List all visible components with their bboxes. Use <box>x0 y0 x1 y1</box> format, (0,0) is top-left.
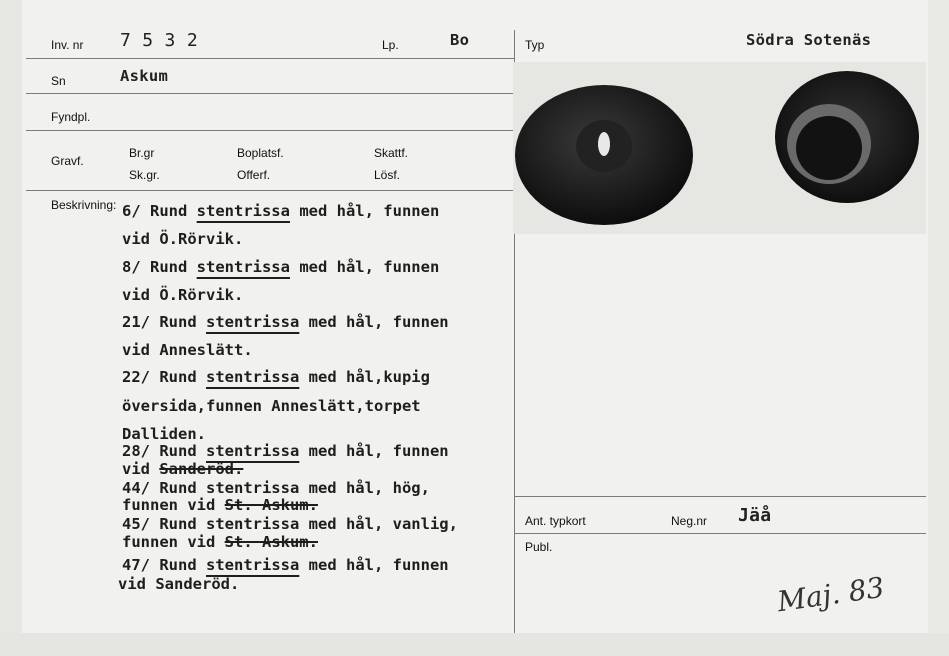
description-text: 47/ Rund <box>122 556 206 574</box>
rule-line <box>514 496 926 497</box>
description-line <box>122 341 253 359</box>
underlined-term: stentrissa <box>206 442 300 460</box>
description-text: vid Ö.Rörvik. <box>122 230 244 248</box>
description-line <box>122 442 449 460</box>
label-sn: Sn <box>51 74 66 88</box>
description-text: funnen vid <box>122 496 225 514</box>
underlined-term: stentrissa <box>196 202 290 220</box>
label-inv-nr: Inv. nr <box>51 38 84 52</box>
description-line <box>122 479 430 497</box>
label-publ: Publ. <box>525 540 553 554</box>
label-skattf: Skattf. <box>374 146 409 160</box>
description-text: vid <box>122 460 160 478</box>
description-text: med hål,kupig <box>299 368 430 386</box>
description-line <box>122 313 449 331</box>
handwritten-date: Maj. 83 <box>775 570 887 619</box>
value-neg-nr: Jäå <box>738 505 772 526</box>
artifact-photo <box>513 62 926 234</box>
label-ant-typkort: Ant. typkort <box>525 514 586 528</box>
description-text: med hål, funnen <box>289 202 440 220</box>
label-brgr: Br.gr <box>129 146 155 160</box>
description-line <box>122 425 206 443</box>
description-text: med hål, funnen <box>299 313 449 331</box>
description-text: 44/ Rund stentrissa med hål, hög, <box>122 479 430 497</box>
rule-line <box>26 190 514 191</box>
label-lp: Lp. <box>382 38 399 52</box>
description-text: med hål, funnen <box>289 258 440 276</box>
description-text: funnen vid <box>122 533 225 551</box>
rule-line <box>26 58 514 59</box>
label-offerf: Offerf. <box>237 168 271 182</box>
description-text: vid Sanderöd. <box>118 575 240 593</box>
description-text: översida,funnen Anneslätt,torpet <box>122 397 421 415</box>
description-line <box>122 397 421 415</box>
description-text: 45/ Rund stentrissa med hål, vanlig, <box>122 515 458 533</box>
value-lp: Bo <box>450 31 470 49</box>
label-gravf: Gravf. <box>51 154 84 168</box>
description-line <box>122 368 430 386</box>
label-skgr: Sk.gr. <box>129 168 160 182</box>
card-edge-bottom <box>0 633 949 656</box>
struck-place-name: Sanderöd. <box>159 460 244 478</box>
description-text: 8/ Rund <box>122 258 197 276</box>
description-text: vid Anneslätt. <box>122 341 253 359</box>
stone-discs-image <box>513 62 926 234</box>
value-inv-nr: 7 5 3 2 <box>120 30 198 51</box>
description-line <box>122 230 243 248</box>
description-line <box>122 202 439 220</box>
rule-line <box>26 93 514 94</box>
rule-line <box>514 533 926 534</box>
underlined-term: stentrissa <box>206 313 300 331</box>
underlined-term: stentrissa <box>196 258 290 276</box>
description-text: med hål, funnen <box>299 556 449 574</box>
description-text: 21/ Rund <box>122 313 206 331</box>
description-line <box>118 575 239 593</box>
underlined-term: stentrissa <box>206 556 300 574</box>
label-beskrivning: Beskrivning: <box>51 198 117 212</box>
description-line <box>122 556 449 574</box>
description-text: 6/ Rund <box>122 202 197 220</box>
description-line <box>122 286 243 304</box>
card-edge-right <box>928 0 949 656</box>
label-boplatsf: Boplatsf. <box>237 146 284 160</box>
description-line <box>122 496 318 514</box>
description-text: 22/ Rund <box>122 368 206 386</box>
label-fyndpl: Fyndpl. <box>51 110 91 124</box>
underlined-term: stentrissa <box>206 368 300 386</box>
description-line <box>122 515 458 533</box>
value-region: Södra Sotenäs <box>746 31 872 49</box>
label-neg-nr: Neg.nr <box>671 514 708 528</box>
description-line <box>122 533 318 551</box>
value-sn: Askum <box>120 67 169 85</box>
description-text: Dalliden. <box>122 425 206 443</box>
description-text: med hål, funnen <box>299 442 449 460</box>
description-text: 28/ Rund <box>122 442 206 460</box>
struck-place-name: St. Askum. <box>224 496 318 514</box>
label-typ: Typ <box>525 38 545 52</box>
struck-place-name: St. Askum. <box>224 533 318 551</box>
rule-line <box>26 130 514 131</box>
card-edge-left <box>0 0 22 656</box>
description-text: vid Ö.Rörvik. <box>122 286 244 304</box>
description-line <box>122 258 439 276</box>
description-line <box>122 460 243 478</box>
label-losf: Lösf. <box>374 168 401 182</box>
